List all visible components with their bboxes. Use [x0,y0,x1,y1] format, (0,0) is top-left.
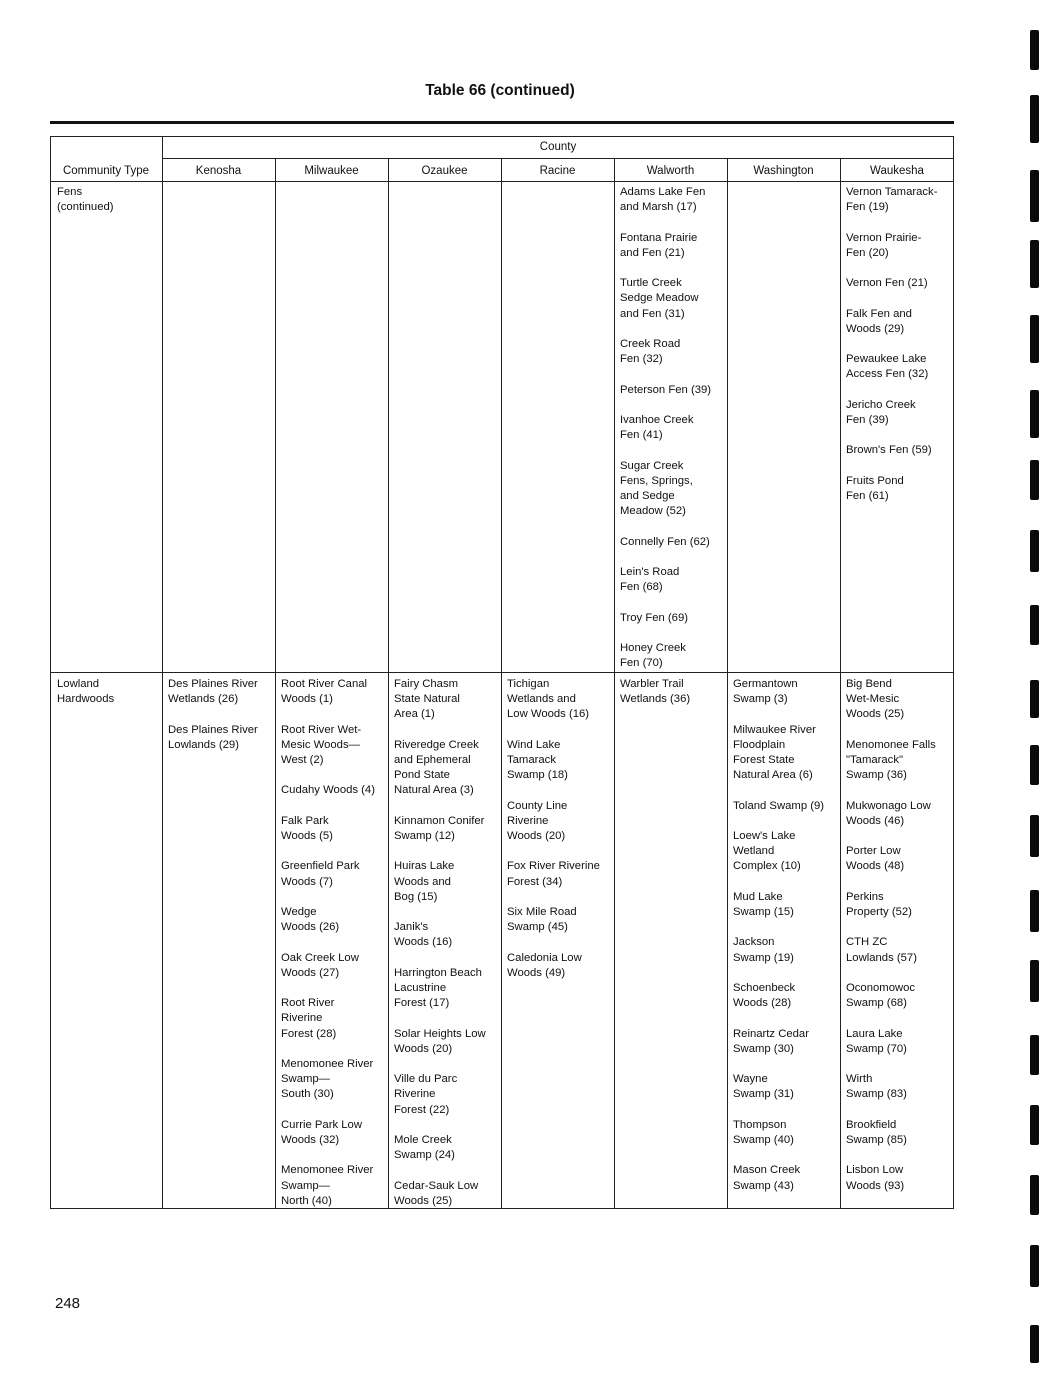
margin-mark [1030,1245,1039,1287]
site-entry: Cedar-Sauk Low Woods (25) [394,1179,479,1207]
site-entry: Mud Lake Swamp (15) [733,890,794,918]
community-type-label: Fens (continued) [57,186,114,214]
column-divider [727,158,728,1208]
site-entry: Kinnamon Conifer Swamp (12) [394,814,485,842]
column-divider [840,158,841,1208]
margin-mark [1030,460,1039,500]
site-entry: Solar Heights Low Woods (20) [394,1027,486,1055]
site-entry: Caledonia Low Woods (49) [507,951,582,979]
site-entry: Milwaukee River Floodplain Forest State Natural Area (6) [733,723,816,782]
data-table [50,124,954,1210]
site-entry: Brookfield Swamp (85) [846,1118,907,1146]
page-number: 248 [55,1295,81,1312]
site-entry: Fontana Prairie and Fen (21) [620,231,698,259]
column-divider [388,158,389,1208]
site-entry: Jackson Swamp (19) [733,936,794,964]
site-entry: Loew's Lake Wetland Complex (10) [733,829,801,873]
site-entry: Laura Lake Swamp (70) [846,1027,907,1055]
site-entry: Wayne Swamp (31) [733,1073,794,1101]
site-entry: Currie Park Low Woods (32) [281,1118,362,1146]
site-entry: Lein's Road Fen (68) [620,565,680,594]
site-entry: Des Plaines River Wetlands (26) [168,678,258,706]
column-header-waukesha: Waukesha [870,165,924,177]
column-divider [501,158,502,1208]
site-entry: Porter Low Woods (48) [846,845,905,873]
margin-mark [1030,960,1039,1002]
margin-mark [1030,315,1039,363]
site-entry: Wind Lake Tamarack Swamp (18) [507,738,568,782]
site-entry: Turtle Creek Sedge Meadow and Fen (31) [620,277,699,320]
site-entry: CTH ZC Lowlands (57) [846,936,917,964]
column-divider [275,158,276,1208]
site-entry: Menomonee Falls "Tamarack" Swamp (36) [846,738,936,782]
site-entry: Vernon Tamarack- Fen (19) [846,186,938,214]
site-entry: Fairy Chasm State Natural Area (1) [394,678,460,721]
site-entry: Root River Canal Woods (1) [281,678,368,706]
column-header-ozaukee: Ozaukee [421,165,468,177]
site-entry: Mukwonago Low Woods (46) [846,799,931,827]
site-entry: Lisbon Low Woods (93) [846,1164,905,1192]
site-entry: Riveredge Creek and Ephemeral Pond State Natural Area (3) [394,738,479,797]
community-type-label: Lowland Hardwoods [57,678,115,706]
site-entry: Ivanhoe Creek Fen (41) [620,413,694,442]
margin-mark [1030,530,1039,572]
margin-mark [1030,1325,1039,1363]
site-entry: Sugar Creek Fens, Springs, and Sedge Meadow (52) [620,459,693,518]
column-header-racine: Racine [539,165,576,177]
site-entry: Mason Creek Swamp (43) [733,1164,801,1192]
site-entry: Perkins Property (52) [846,890,912,918]
site-entry: Adams Lake Fen and Marsh (17) [620,186,706,214]
site-entry: Vernon Prairie- Fen (20) [846,231,922,259]
table-cell-milwaukee [281,677,386,1209]
site-entry: Schoenbeck Woods (28) [733,981,796,1010]
site-entry: Wirth Swamp (83) [846,1073,907,1101]
site-entry: Cudahy Woods (4) [281,784,375,797]
margin-mark [1030,605,1039,645]
site-entry: Wedge Woods (26) [281,905,340,934]
margin-mark [1030,170,1039,222]
column-header-walworth: Walworth [646,165,695,177]
site-entry: Huiras Lake Woods and Bog (15) [394,860,455,903]
site-entry: Root River Riverine Forest (28) [281,997,337,1040]
margin-mark [1030,390,1039,438]
site-entry: Warbler Trail Wetlands (36) [620,678,691,706]
margin-mark [1030,1175,1039,1215]
site-entry: Harrington Beach Lacustrine Forest (17) [394,966,482,1010]
site-entry: Troy Fen (69) [620,611,689,624]
site-entry: Six Mile Road Swamp (45) [507,905,577,934]
site-entry: Thompson Swamp (40) [733,1118,794,1146]
site-entry: Mole Creek Swamp (24) [394,1133,455,1162]
margin-mark [1030,680,1039,718]
table-cell-kenosha [168,677,273,753]
site-entry: Root River Wet- Mesic Woods— West (2) [281,723,362,766]
margin-mark [1030,240,1039,288]
margin-mark [1030,815,1039,857]
site-entry: Vernon Fen (21) [846,277,928,290]
site-entry: Tichigan Wetlands and Low Woods (16) [507,678,590,721]
table-cell-waukesha [846,185,952,504]
county-divider [162,158,954,159]
site-entry: Fox River Riverine Forest (34) [507,860,600,888]
margin-mark [1030,1035,1039,1075]
column-header-community-type: Community Type [62,165,150,177]
column-divider [614,158,615,1208]
site-entry: Des Plaines River Lowlands (29) [168,723,258,751]
site-entry: Connelly Fen (62) [620,535,710,548]
table-title: Table 66 (continued) [425,82,575,99]
site-entry: Big Bend Wet-Mesic Woods (25) [846,678,905,721]
site-entry: Ville du Parc Riverine Forest (22) [394,1073,458,1116]
site-entry: Pewaukee Lake Access Fen (32) [846,353,929,381]
site-entry: County Line Riverine Woods (20) [507,799,568,842]
row-divider [50,672,954,673]
column-header-milwaukee: Milwaukee [304,165,359,177]
header-divider [50,181,954,182]
table-cell-racine [507,677,612,981]
site-entry: Toland Swamp (9) [733,799,825,812]
table-bottom-border [50,1208,954,1209]
column-header-washington: Washington [753,165,814,177]
site-entry: Reinartz Cedar Swamp (30) [733,1027,809,1055]
table-top-border [50,136,954,137]
site-entry: Fruits Pond Fen (61) [846,474,904,502]
site-entry: Creek Road Fen (32) [620,337,681,366]
site-entry: Falk Fen and Woods (29) [846,307,912,335]
margin-mark [1030,95,1039,143]
site-entry: Oconomowoc Swamp (68) [846,981,916,1010]
column-header-kenosha: Kenosha [195,165,242,177]
margin-mark [1030,1105,1039,1145]
site-entry: Honey Creek Fen (70) [620,641,686,670]
margin-mark [1030,890,1039,932]
county-header: County [539,141,577,153]
site-entry: Menomonee River Swamp— South (30) [281,1057,374,1101]
table-cell-walworth [620,677,725,707]
table-cell-ozaukee [394,677,499,1209]
site-entry: Falk Park Woods (5) [281,814,333,842]
site-entry: Greenfield Park Woods (7) [281,860,360,888]
site-entry: Peterson Fen (39) [620,383,712,396]
site-entry: Germantown Swamp (3) [733,678,798,706]
margin-mark [1030,30,1039,70]
table-cell-walworth [620,185,725,671]
site-entry: Brown's Fen (59) [846,444,932,457]
site-entry: Jericho Creek Fen (39) [846,398,916,426]
table-cell-washington [733,677,838,1194]
margin-mark [1030,745,1039,785]
table-cell-waukesha [846,677,952,1194]
site-entry: Oak Creek Low Woods (27) [281,951,359,979]
site-entry: Menomonee River Swamp— North (40) [281,1164,374,1207]
site-entry: Janik's Woods (16) [394,921,453,949]
